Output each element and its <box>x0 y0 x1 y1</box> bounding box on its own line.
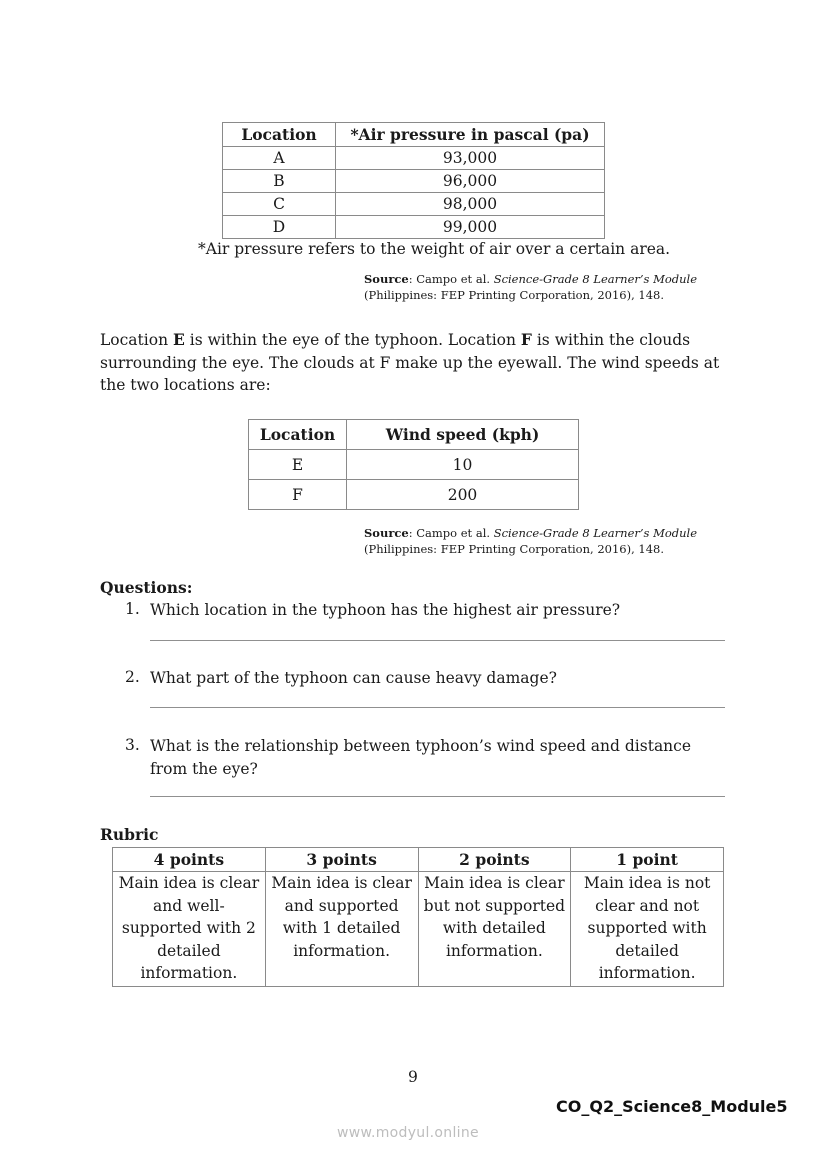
column-header-location: Location <box>249 420 347 450</box>
location-f-label: F <box>520 330 532 349</box>
table-header-row <box>113 848 724 872</box>
air-pressure-footnote: *Air pressure refers to the weight of air over a certain area. <box>198 240 671 258</box>
table-row <box>223 147 605 170</box>
cell-location: D <box>223 216 336 239</box>
module-code: CO_Q2_Science8_Module5 <box>556 1097 788 1116</box>
answer-line-3[interactable] <box>150 796 725 797</box>
question-number: 3. <box>125 736 140 754</box>
rubric-cell: Main idea is clear and well-supported with 2 detailed information. <box>113 872 266 987</box>
cell-pressure: 96,000 <box>336 170 605 193</box>
question-number: 2. <box>125 668 140 686</box>
watermark: www.modyul.online <box>337 1125 479 1141</box>
source-citation <box>364 525 697 557</box>
column-header-air-pressure: *Air pressure in pascal (pa) <box>336 123 605 147</box>
question-text: What part of the typhoon can cause heavy damage? <box>150 669 557 687</box>
cell-location: A <box>223 147 336 170</box>
intro-text: is within the clouds surrounding the eye. The clouds at F make up the eyewall. The wind speeds at the two locations are: <box>100 331 720 394</box>
wind-speed-table <box>248 419 579 510</box>
source-title: Science-Grade 8 Learner’s Module <box>493 272 698 286</box>
source-publisher: (Philippines: FEP Printing Corporation, 2016), 148. <box>364 542 664 556</box>
location-e-label: E <box>172 330 185 349</box>
table-row <box>223 216 605 239</box>
cell-wind-speed: 200 <box>347 480 579 510</box>
intro-text: is within the eye of the typhoon. Location <box>184 331 521 349</box>
column-header-wind-speed: Wind speed (kph) <box>347 420 579 450</box>
table-row <box>113 872 724 987</box>
questions-heading: Questions: <box>100 578 193 597</box>
source-label: Source <box>364 526 409 540</box>
cell-location: B <box>223 170 336 193</box>
cell-location: C <box>223 193 336 216</box>
answer-line-2[interactable] <box>150 707 725 708</box>
air-pressure-table <box>222 122 605 239</box>
answer-line-1[interactable] <box>150 640 725 641</box>
source-authors: : Campo et al. <box>408 272 494 286</box>
source-title: Science-Grade 8 Learner’s Module <box>493 526 698 540</box>
source-citation <box>364 271 697 303</box>
rubric-cell: Main idea is clear and supported with 1 detailed information. <box>265 872 418 987</box>
cell-wind-speed: 10 <box>347 450 579 480</box>
column-header-3-points: 3 points <box>265 848 418 872</box>
page-number: 9 <box>408 1068 418 1086</box>
intro-paragraph <box>100 329 740 397</box>
rubric-table <box>112 847 724 987</box>
cell-location: F <box>249 480 347 510</box>
rubric-cell: Main idea is clear but not supported with detailed information. <box>418 872 571 987</box>
question-text: Which location in the typhoon has the highest air pressure? <box>150 601 621 619</box>
column-header-location: Location <box>223 123 336 147</box>
source-authors: : Campo et al. <box>408 526 494 540</box>
rubric-heading: Rubric <box>100 825 159 844</box>
question-number: 1. <box>125 600 140 618</box>
source-label: Source <box>364 272 409 286</box>
table-row <box>249 450 579 480</box>
column-header-2-points: 2 points <box>418 848 571 872</box>
table-header-row <box>223 123 605 147</box>
cell-pressure: 98,000 <box>336 193 605 216</box>
table-header-row <box>249 420 579 450</box>
cell-location: E <box>249 450 347 480</box>
table-row <box>249 480 579 510</box>
column-header-4-points: 4 points <box>113 848 266 872</box>
intro-text: Location <box>100 331 173 349</box>
rubric-cell: Main idea is not clear and not supported with detailed information. <box>571 872 724 987</box>
question-text: What is the relationship between typhoon’s wind speed and distance from the eye? <box>150 737 692 778</box>
column-header-1-point: 1 point <box>571 848 724 872</box>
cell-pressure: 99,000 <box>336 216 605 239</box>
cell-pressure: 93,000 <box>336 147 605 170</box>
source-publisher: (Philippines: FEP Printing Corporation, 2016), 148. <box>364 288 664 302</box>
table-row <box>223 170 605 193</box>
table-row <box>223 193 605 216</box>
